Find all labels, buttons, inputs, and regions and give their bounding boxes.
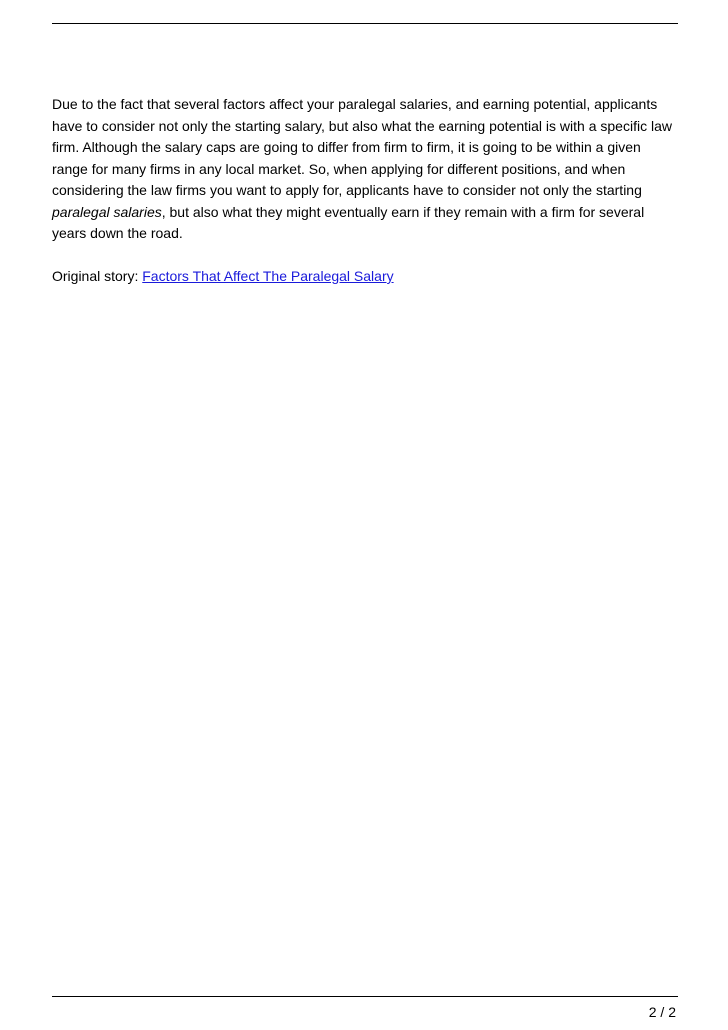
- body-paragraph: [52, 94, 678, 245]
- page-number: 2 / 2: [648, 1004, 676, 1020]
- original-story-link[interactable]: Factors That Affect The Paralegal Salary: [142, 268, 394, 284]
- body-text-part1: Due to the fact that several factors affect your paralegal salaries, and earning potential, applicants have to consider not only the starting salary, but also what the earning potential is with a specific law firm. Although the salary caps are going to differ from firm to firm, it is going to be within a given range for many firms in any local market. So, when applying for different positions, and when considering the law firms you want to apply for, applicants have to consider not only the starting: [52, 96, 672, 198]
- source-label: Original story:: [52, 268, 143, 284]
- header-rule: [52, 23, 678, 24]
- emphasized-keyword: paralegal salaries: [52, 203, 162, 220]
- footer-rule: [52, 996, 678, 997]
- body-text-part2: , but also what they might eventually earn if they remain with a firm for several years down the road.: [52, 203, 645, 241]
- source-line: [52, 266, 678, 288]
- article-content: [52, 94, 678, 309]
